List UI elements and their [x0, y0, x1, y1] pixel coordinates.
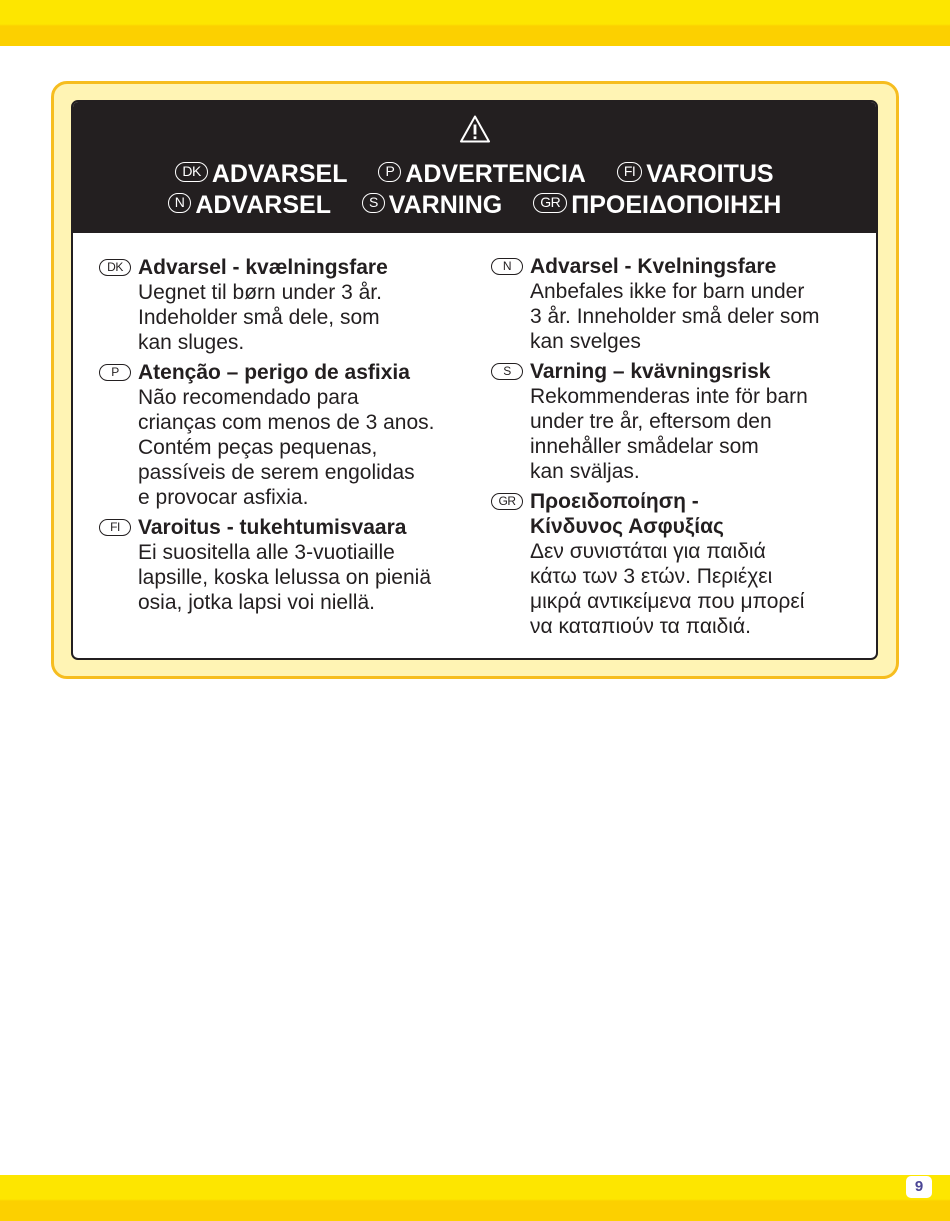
warning-title-label: ADVERTENCIA — [405, 160, 586, 188]
page-number: 9 — [906, 1176, 932, 1198]
title-item-gr — [533, 190, 781, 220]
language-code-badge: P — [378, 162, 401, 182]
warning-triangle-icon — [459, 114, 491, 144]
warning-title-row-1 — [73, 159, 876, 189]
entry-heading: Advarsel - Kvelningsfare — [530, 255, 777, 278]
warning-header — [73, 102, 876, 233]
entry-heading: Προειδοποίηση - Κίνδυνος Ασφυξίας — [530, 490, 724, 538]
entry-heading: Advarsel - kvælningsfare — [138, 256, 388, 279]
bottom-yellow-band — [0, 1175, 950, 1221]
language-code-badge: GR — [533, 193, 567, 213]
warning-column-left — [99, 255, 471, 620]
language-code-badge: GR — [491, 493, 523, 510]
title-item-s — [362, 190, 502, 220]
language-code-badge: DK — [175, 162, 207, 182]
warning-title-label: ΠΡΟΕΙΔΟΠΟΙΗΣΗ — [571, 191, 782, 219]
entry-body: Uegnet til børn under 3 år. Indeholder små dele, som kan sluges. — [138, 281, 382, 354]
entry-heading: Varning – kvävningsrisk — [530, 360, 771, 383]
entry-heading: Atenção – perigo de asfixia — [138, 361, 410, 384]
language-code-badge: N — [491, 258, 523, 275]
language-code-badge: S — [491, 363, 523, 380]
warning-title-label: VAROITUS — [646, 160, 774, 188]
top-yellow-band — [0, 0, 950, 46]
language-code-badge: N — [168, 193, 192, 213]
entry-body: Não recomendado para crianças com menos de 3 anos. Contém peças pequenas, passíveis de serem engolidas e provocar asfixia. — [138, 386, 435, 509]
warning-column-right — [491, 254, 863, 644]
language-code-badge: S — [362, 193, 385, 213]
warning-entry-s — [491, 359, 863, 484]
entry-heading: Varoitus - tukehtumisvaara — [138, 516, 407, 539]
entry-body: Ei suositella alle 3-vuotiaille lapsille, koska lelussa on pieniä osia, jotka lapsi voi niellä. — [138, 541, 432, 614]
warning-entry-dk — [99, 255, 471, 355]
warning-title-label: ADVARSEL — [195, 191, 331, 219]
warning-title-row-2 — [73, 190, 876, 220]
title-item-p — [378, 159, 585, 189]
title-item-dk — [175, 159, 347, 189]
language-code-badge: FI — [617, 162, 642, 182]
warning-entry-fi — [99, 515, 471, 615]
title-item-n — [168, 190, 331, 220]
warning-entry-gr — [491, 489, 863, 639]
warning-title-label: VARNING — [388, 191, 503, 219]
entry-body: Rekommenderas inte för barn under tre år, eftersom den innehåller smådelar som kan sväljas. — [530, 385, 808, 483]
warning-entry-n — [491, 254, 863, 354]
warning-entry-p — [99, 360, 471, 510]
warning-title-label: ADVARSEL — [211, 160, 348, 188]
entry-body: Anbefales ikke for barn under 3 år. Inneholder små deler som kan svelges — [530, 280, 820, 353]
language-code-badge: DK — [99, 259, 131, 276]
language-code-badge: FI — [99, 519, 131, 536]
title-item-fi — [617, 159, 774, 189]
entry-body: Δεν συνιστάται για παιδιά κάτω των 3 ετών. Περιέχει μικρά αντικείμενα που μπορεί να καταπιούν τα παιδιά. — [530, 540, 805, 638]
language-code-badge: P — [99, 364, 131, 381]
